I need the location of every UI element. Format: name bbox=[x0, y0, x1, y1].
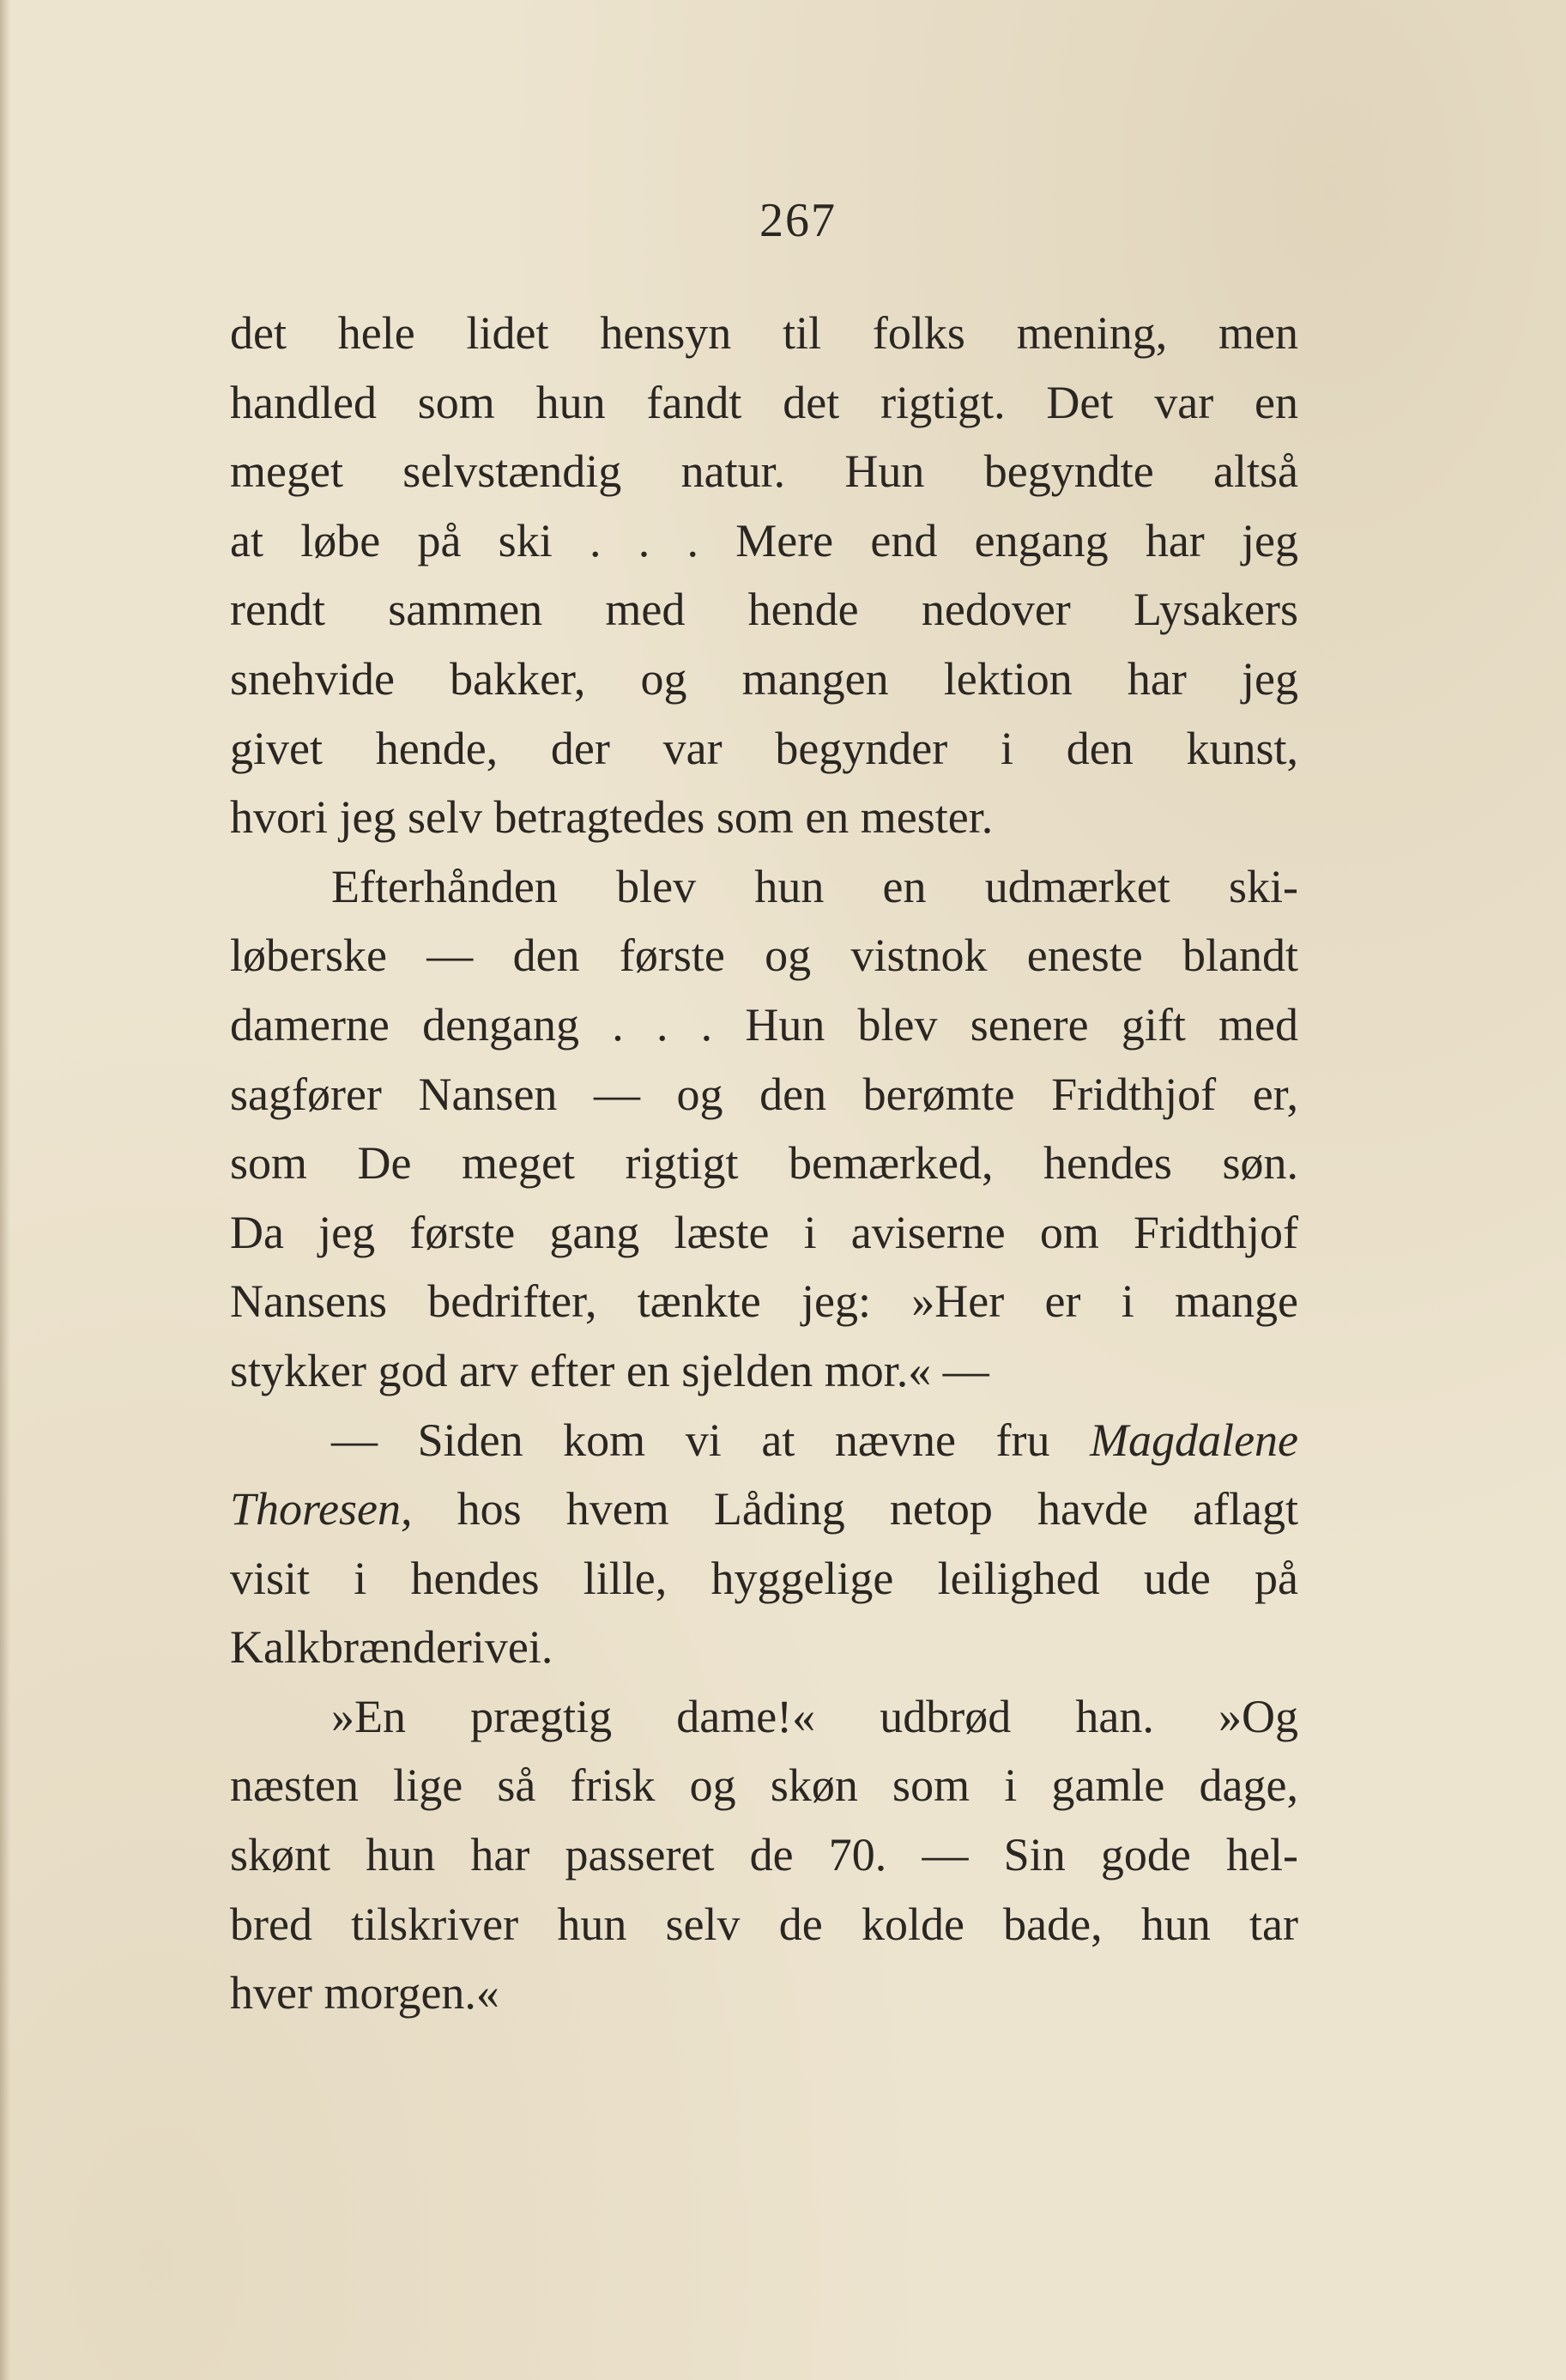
text-line: næsten lige så frisk og skøn som i gamle dage, bbox=[230, 1759, 1298, 1812]
text-line: givet hende, der var begynder i den kunst, bbox=[230, 722, 1298, 774]
text-line: handled som hun fandt det rigtigt. Det var en bbox=[230, 376, 1298, 428]
text-line: Nansens bedrifter, tænkte jeg: »Her er i mange bbox=[230, 1275, 1298, 1328]
text-line: det hele lidet hensyn til folks mening, men bbox=[230, 307, 1298, 359]
text-segment: — Siden kom vi at nævne fru bbox=[331, 1414, 1050, 1466]
text-line: hvori jeg selv betragtedes som en mester. bbox=[230, 791, 994, 844]
text-line: rendt sammen med hende nedover Lysakers bbox=[230, 584, 1298, 636]
text-line: meget selvstændig natur. Hun begyndte altså bbox=[230, 445, 1298, 498]
text-line: som De meget rigtigt bemærked, hendes søn. bbox=[230, 1137, 1298, 1190]
text-segment: hos hvem Låding netop havde aflagt bbox=[456, 1483, 1298, 1535]
body-text bbox=[230, 299, 1298, 2028]
text-line: sagfører Nansen — og den berømte Fridthjof er, bbox=[230, 1068, 1298, 1120]
text-line: snehvide bakker, og mangen lektion har jeg bbox=[230, 652, 1298, 705]
italic-name: Magdalene bbox=[1090, 1414, 1298, 1466]
page-number: 267 bbox=[759, 194, 837, 247]
text-line bbox=[230, 1406, 1298, 1475]
text-line: »En prægtig dame!« udbrød han. »Og bbox=[331, 1690, 1298, 1742]
text-line: Efterhånden blev hun en udmærket ski- bbox=[331, 860, 1298, 912]
text-line: stykker god arv efter en sjelden mor.« — bbox=[230, 1344, 989, 1396]
text-line: Da jeg første gang læste i aviserne om Fridthjof bbox=[230, 1206, 1298, 1258]
text-line: skønt hun har passeret de 70. — Sin gode hel- bbox=[230, 1829, 1298, 1881]
text-line: løberske — den første og vistnok eneste blandt bbox=[230, 930, 1298, 982]
text-line bbox=[230, 1475, 1298, 1544]
text-line: bred tilskriver hun selv de kolde bade, hun tar bbox=[230, 1898, 1298, 1950]
italic-name: Thoresen, bbox=[230, 1483, 413, 1535]
text-line: hver morgen.« bbox=[230, 1967, 499, 2020]
text-line: damerne dengang . . . Hun blev senere gift med bbox=[230, 998, 1298, 1051]
page-edge-shadow bbox=[0, 0, 10, 2380]
text-line: at løbe på ski . . . Mere end engang har jeg bbox=[230, 514, 1298, 566]
text-line: Kalkbrænderivei. bbox=[230, 1621, 553, 1674]
text-line: visit i hendes lille, hyggelige leilighed ude på bbox=[230, 1552, 1298, 1604]
